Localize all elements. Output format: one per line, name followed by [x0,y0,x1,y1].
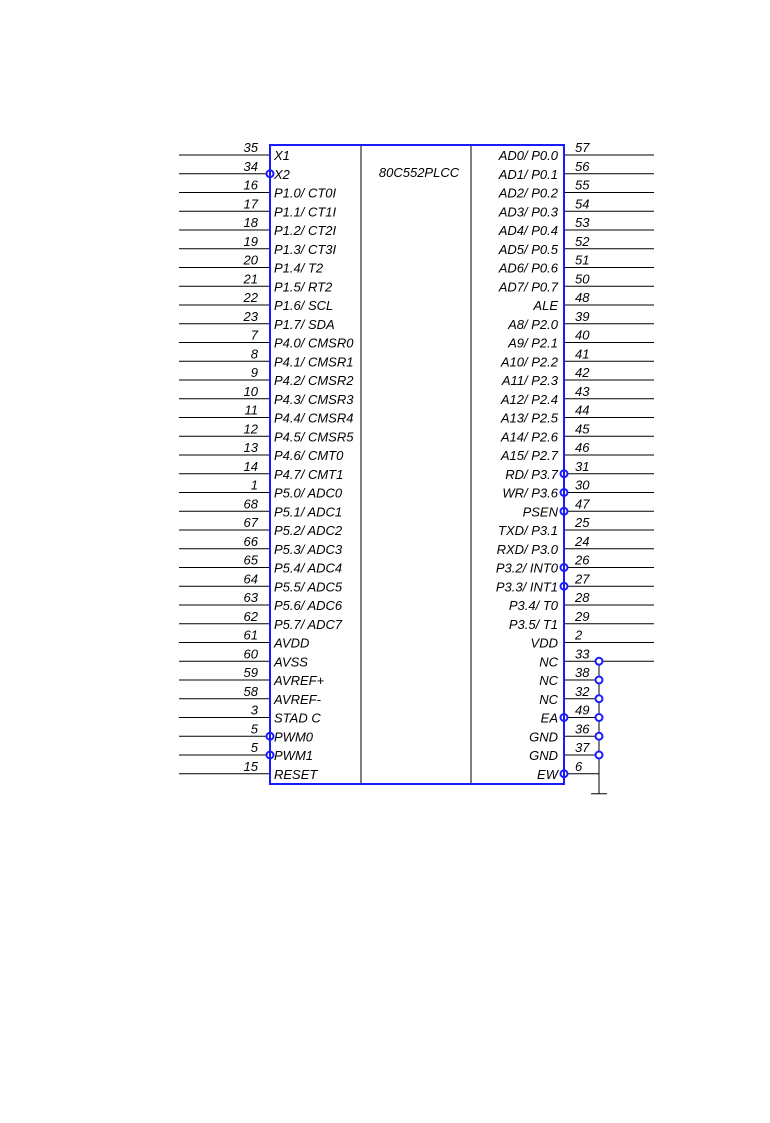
right-pin-label-ad5-p0-5-5: AD5/ P0.5 [498,241,558,257]
right-pin-label-ad7-p0-7-7: AD7/ P0.7 [498,279,558,295]
left-pin-label-p1-2-ct2i-4: P1.2/ CT2I [274,223,337,238]
right-pin-label-ad2-p0-2-2: AD2/ P0.2 [498,185,558,201]
left-pin-label-avref-29: AVREF- [274,691,321,707]
right-pin-label-p3-3-int1-23: P3.3/ INT1 [495,579,558,595]
right-pin-number-ale-8: 48 [575,290,590,305]
bus-junction-gnd-32 [596,752,603,759]
left-pin-label-reset-33: RESET [274,766,318,782]
right-pin-label-ad4-p0-4-4: AD4/ P0.4 [498,223,558,238]
right-pin-label-p3-2-int0-22: P3.2/ INT0 [495,560,558,576]
right-pin-number-txd-p3-1-20: 25 [575,515,590,530]
right-pin-number-ad0-p0-0-0: 57 [575,140,590,155]
left-pin-label-p5-6-adc6-24: P5.6/ ADC6 [274,598,343,613]
left-pin-number-p4-4-cmsr4-14: 11 [244,402,258,418]
right-pin-label-ad3-p0-3-3: AD3/ P0.3 [498,204,558,220]
right-pin-number-psen-19: 47 [575,496,590,512]
right-pin-label-ew-33: EW [537,766,558,782]
left-pin-label-p4-1-cmsr1-11: P4.1/ CMSR1 [274,354,354,370]
bus-junction-ea-30 [596,714,603,721]
right-pin-label-ad1-p0-1-1: AD1/ P0.1 [498,166,558,182]
right-pin-number-ew-33: 6 [575,758,583,774]
left-pin-label-p1-3-ct3i-5: P1.3/ CT3I [274,241,337,257]
bus-junction-nc-28 [596,677,603,684]
right-pin-number-a12-p2-4-13: 43 [575,383,590,399]
left-pin-number-p5-7-adc7-25: 62 [243,608,258,624]
right-pin-number-p3-4-t0-24: 28 [575,590,590,605]
left-pin-number-stad-c-30: 3 [250,702,258,718]
left-pin-label-x1-0: X1 [274,148,290,163]
right-pin-label-psen-19: PSEN [522,504,558,520]
left-pin-number-p4-7-cmt1-17: 14 [243,458,258,474]
right-pin-label-ad6-p0-6-6: AD6/ P0.6 [498,260,558,276]
left-pin-label-p4-2-cmsr2-12: P4.2/ CMSR2 [274,373,354,388]
left-pin-label-p1-4-t2-6: P1.4/ T2 [274,260,324,276]
left-pin-number-avref-28: 59 [243,665,258,680]
bus-junction-nc-27 [596,658,603,665]
right-pin-number-p3-5-t1-25: 29 [575,608,590,624]
left-pin-number-x1-0: 35 [243,140,258,155]
left-pins [243,140,355,782]
left-pin-number-p4-1-cmsr1-11: 8 [250,346,258,362]
right-pin-label-a9-p2-1-10: A9/ P2.1 [508,335,558,351]
right-pin-number-vdd-26: 2 [575,627,583,643]
right-pin-number-ad6-p0-6-6: 51 [575,252,590,268]
left-pin-number-p5-2-adc2-20: 67 [243,515,258,530]
left-pin-number-pwm0-31: 5 [250,721,258,737]
right-pin-number-rd-p3-7-17: 31 [575,458,590,474]
bus-junction-nc-29 [596,695,603,702]
left-pin-label-p5-5-adc5-23: P5.5/ ADC5 [274,579,343,595]
left-pin-number-p1-3-ct3i-5: 19 [243,233,258,249]
right-pin-label-ea-30: EA [540,710,558,726]
right-pin-number-a15-p2-7-16: 46 [575,440,590,455]
right-pin-label-rd-p3-7-17: RD/ P3.7 [505,466,558,482]
left-pin-label-p5-1-adc1-19: P5.1/ ADC1 [274,504,343,520]
left-pin-label-p5-0-adc0-18: P5.0/ ADC0 [274,485,343,501]
bus-junction-gnd-31 [596,733,603,740]
left-pin-number-x2-1: 34 [243,158,258,174]
left-pin-label-p5-4-adc4-22: P5.4/ ADC4 [274,560,343,576]
left-pin-label-avss-27: AVSS [274,654,308,670]
right-pin-number-ad4-p0-4-4: 53 [575,215,590,230]
right-pin-label-a12-p2-4-13: A12/ P2.4 [500,391,558,407]
left-pin-number-avref-29: 58 [243,683,258,699]
right-pin-label-a8-p2-0-9: A8/ P2.0 [508,316,558,332]
left-pin-number-p4-2-cmsr2-12: 9 [250,365,258,380]
right-pin-label-a11-p2-3-12: A11/ P2.3 [501,373,558,388]
left-pin-number-p1-7-sda-9: 23 [243,308,258,324]
chip-part-name: 80C552PLCC [378,165,460,180]
left-pin-label-pwm1-32: PWM1 [274,748,313,763]
right-pin-number-p3-3-int1-23: 27 [575,571,590,587]
left-pin-label-pwm0-31: PWM0 [274,729,313,745]
right-pin-label-vdd-26: VDD [530,635,558,651]
left-pin-label-p4-6-cmt0-16: P4.6/ CMT0 [274,448,344,463]
left-pin-label-p1-6-scl-8: P1.6/ SCL [274,298,334,313]
right-pin-number-p3-2-int0-22: 26 [575,552,590,568]
left-pin-label-avdd-26: AVDD [274,635,310,651]
left-pin-label-p4-4-cmsr4-14: P4.4/ CMSR4 [274,410,354,426]
right-pin-number-wr-p3-6-18: 30 [575,477,590,493]
left-pin-number-p5-4-adc4-22: 65 [243,552,258,568]
left-pin-label-p1-5-rt2-7: P1.5/ RT2 [274,279,333,295]
left-pin-number-avss-27: 60 [243,646,258,662]
left-pin-label-p5-7-adc7-25: P5.7/ ADC7 [274,616,343,632]
left-pin-number-p5-6-adc6-24: 63 [243,590,258,605]
right-pin-number-nc-28: 38 [575,665,590,680]
right-pin-label-a15-p2-7-16: A15/ P2.7 [500,448,558,463]
right-pin-number-ea-30: 49 [575,702,590,718]
left-pin-number-p4-3-cmsr3-13: 10 [243,383,258,399]
right-pin-number-a10-p2-2-11: 41 [575,346,590,362]
right-pin-number-a11-p2-3-12: 42 [575,365,590,380]
right-pin-number-a13-p2-5-14: 44 [575,402,590,418]
left-pin-label-avref-28: AVREF+ [274,673,325,688]
right-pin-label-rxd-p3-0-21: RXD/ P3.0 [496,541,558,557]
right-pin-number-nc-27: 33 [575,646,590,662]
right-pin-label-p3-5-t1-25: P3.5/ T1 [508,616,558,632]
left-pin-label-p5-2-adc2-20: P5.2/ ADC2 [274,523,343,538]
left-pin-number-p5-3-adc3-21: 66 [243,533,258,549]
left-pin-label-p4-5-cmsr5-15: P4.5/ CMSR5 [274,429,354,445]
left-pin-number-avdd-26: 61 [243,627,258,643]
right-pin-number-ad7-p0-7-7: 50 [575,271,590,287]
right-pin-number-ad1-p0-1-1: 56 [575,158,590,174]
right-pin-label-p3-4-t0-24: P3.4/ T0 [508,598,558,613]
right-pin-label-a10-p2-2-11: A10/ P2.2 [500,354,558,370]
right-pin-label-a13-p2-5-14: A13/ P2.5 [500,410,558,426]
right-pin-label-gnd-31: GND [529,729,558,745]
left-pin-number-p5-0-adc0-18: 1 [250,477,258,493]
left-pin-number-p5-5-adc5-23: 64 [243,571,258,587]
left-pin-number-p5-1-adc1-19: 68 [243,496,258,512]
right-pin-label-gnd-32: GND [529,748,558,763]
left-pin-number-p1-0-ct0i-2: 16 [243,177,258,193]
left-pin-number-pwm1-32: 5 [250,740,258,755]
right-pin-label-wr-p3-6-18: WR/ P3.6 [502,485,558,501]
left-pin-label-p1-7-sda-9: P1.7/ SDA [274,316,335,332]
right-pin-number-nc-29: 32 [575,683,590,699]
left-pin-number-p1-1-ct1i-3: 17 [243,196,258,212]
left-pin-label-p4-0-cmsr0-10: P4.0/ CMSR0 [274,335,354,351]
left-pin-label-p4-7-cmt1-17: P4.7/ CMT1 [274,466,344,482]
right-pin-number-gnd-32: 37 [575,740,590,755]
right-pin-number-a8-p2-0-9: 39 [575,308,590,324]
right-pins [496,140,590,782]
left-pin-label-stad-c-30: STAD C [274,710,321,726]
right-pin-number-a14-p2-6-15: 45 [575,421,590,437]
left-pin-label-p1-0-ct0i-2: P1.0/ CT0I [274,185,337,201]
left-pin-number-p4-5-cmsr5-15: 12 [243,421,258,437]
right-pin-number-a9-p2-1-10: 40 [575,327,590,343]
right-pin-number-gnd-31: 36 [575,721,590,737]
right-pin-number-ad3-p0-3-3: 54 [575,196,590,212]
left-pin-number-p4-6-cmt0-16: 13 [243,440,258,455]
right-pin-label-nc-29: NC [539,691,558,707]
left-pin-number-p4-0-cmsr0-10: 7 [250,327,258,343]
left-pin-number-reset-33: 15 [243,758,258,774]
right-pin-label-a14-p2-6-15: A14/ P2.6 [500,429,558,445]
right-pin-number-ad2-p0-2-2: 55 [575,177,590,193]
right-pin-number-ad5-p0-5-5: 52 [575,233,590,249]
left-pin-number-p1-5-rt2-7: 21 [243,271,258,287]
left-pin-label-p4-3-cmsr3-13: P4.3/ CMSR3 [274,391,354,407]
right-pin-label-nc-28: NC [539,673,558,688]
left-pin-label-p1-1-ct1i-3: P1.1/ CT1I [274,204,337,220]
left-pin-label-x2-1: X2 [274,166,290,182]
left-pin-number-p1-6-scl-8: 22 [243,290,258,305]
right-pin-label-ale-8: ALE [533,298,558,313]
right-pin-label-txd-p3-1-20: TXD/ P3.1 [498,523,558,538]
left-pin-number-p1-2-ct2i-4: 18 [243,215,258,230]
right-pin-number-rxd-p3-0-21: 24 [575,533,590,549]
right-pin-label-ad0-p0-0-0: AD0/ P0.0 [498,148,558,163]
left-pin-label-p5-3-adc3-21: P5.3/ ADC3 [274,541,343,557]
left-pin-number-p1-4-t2-6: 20 [243,252,258,268]
right-pin-label-nc-27: NC [539,654,558,670]
